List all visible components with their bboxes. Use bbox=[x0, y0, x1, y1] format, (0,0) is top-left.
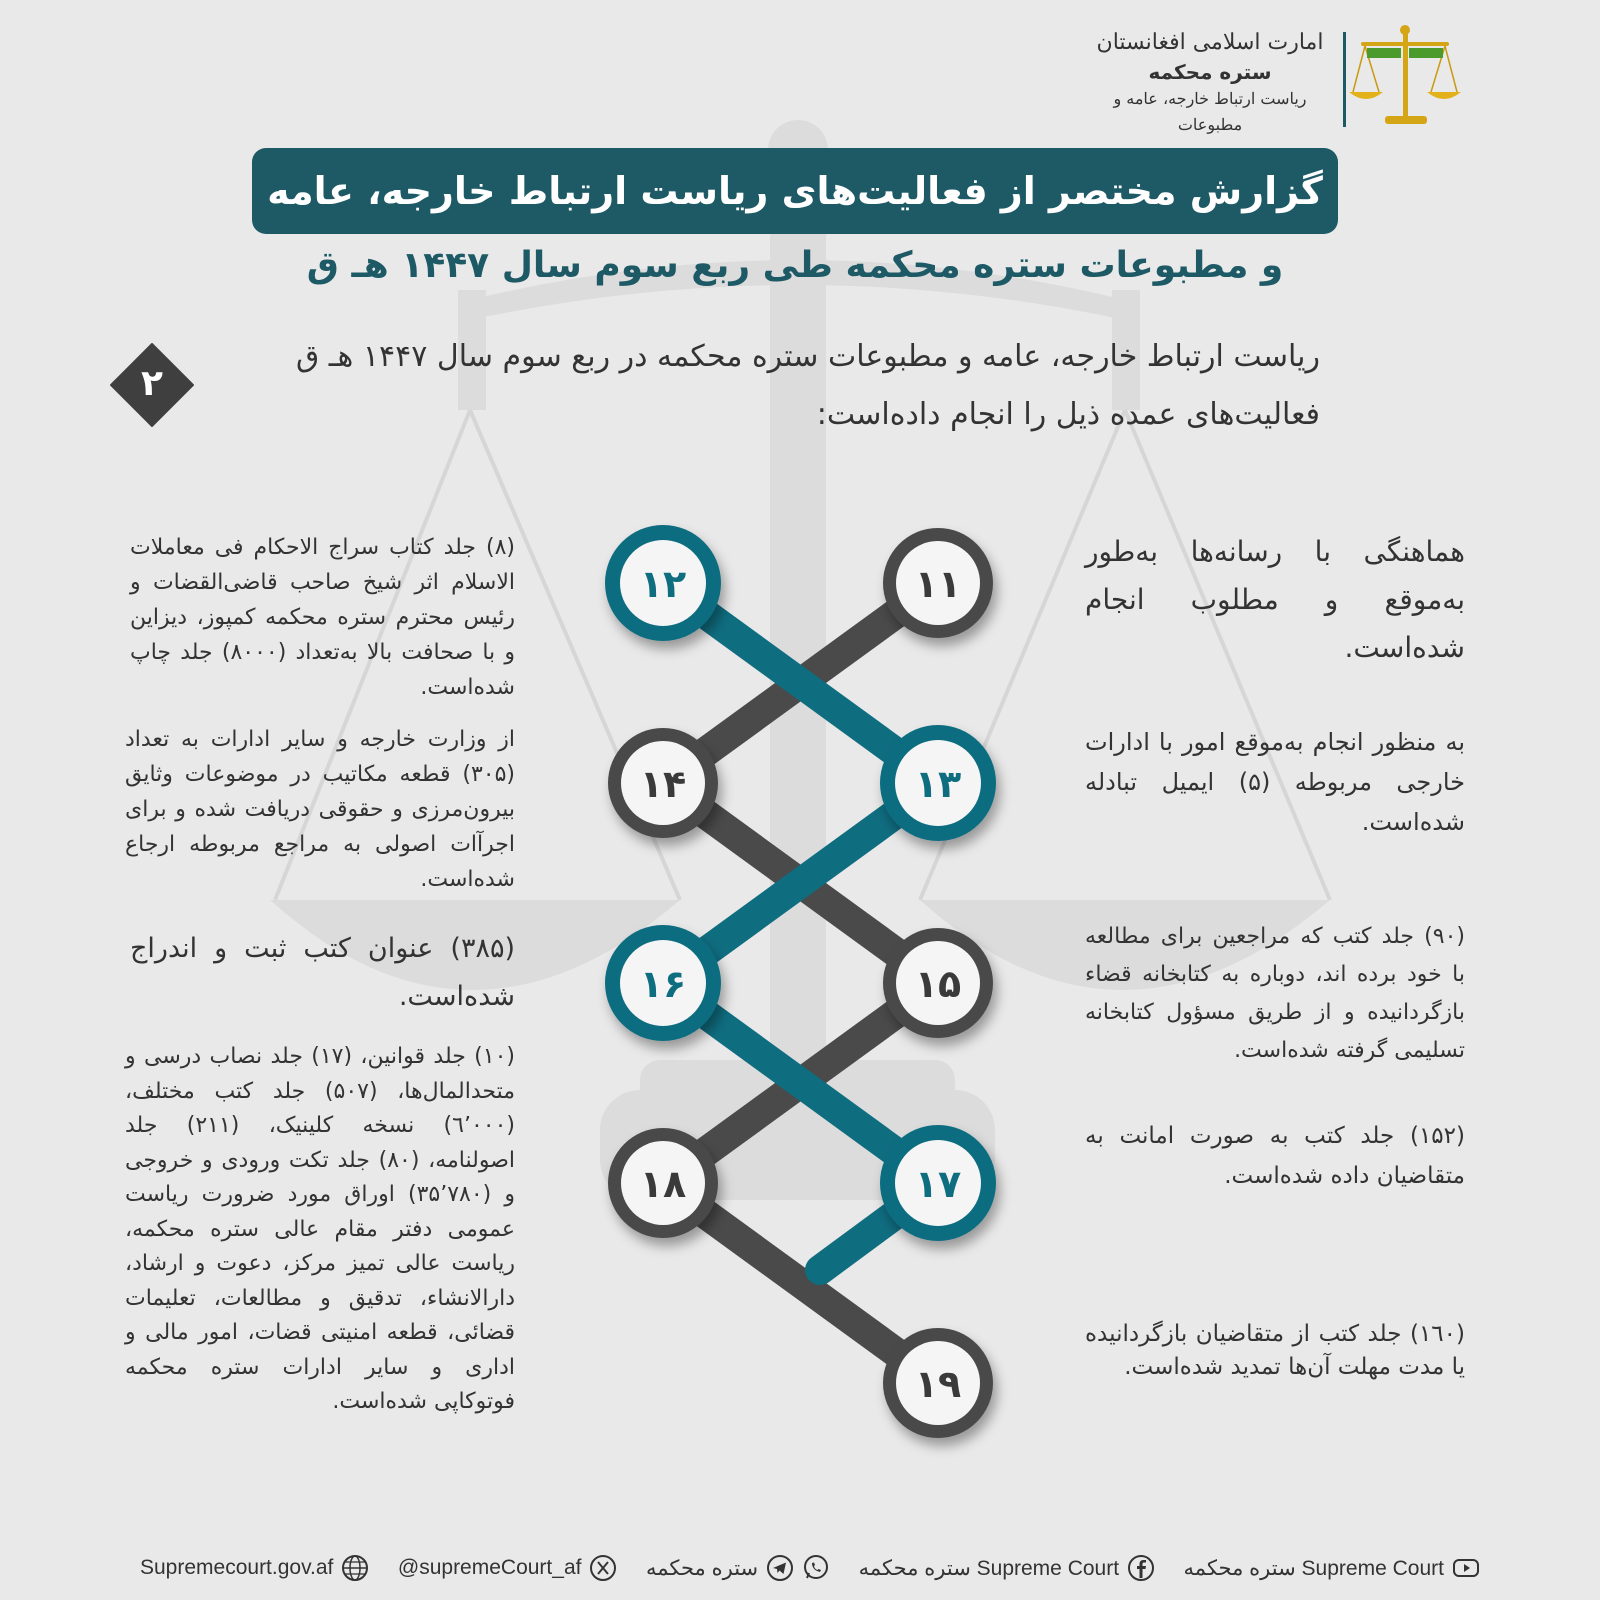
number-12: ۱۲ bbox=[639, 562, 687, 606]
footer-website[interactable] bbox=[140, 1554, 369, 1582]
court-name: ستره محکمه bbox=[1148, 60, 1272, 84]
number-16: ۱۶ bbox=[639, 962, 687, 1006]
footer-youtube[interactable] bbox=[1184, 1554, 1480, 1582]
number-13: ۱۳ bbox=[914, 762, 962, 806]
footer-messengers[interactable] bbox=[646, 1554, 830, 1582]
item-12-text: (۸) جلد کتاب سراج الاحکام فی معاملات الاسلام اثر شیخ صاحب قاضی‌القضات و رئیس محترم ستره محکمه کمپوز، دیزاین و با صحافت بالا به‌تعداد (۸۰۰۰) جلد چاپ شده‌است. bbox=[130, 535, 515, 700]
whatsapp-icon bbox=[802, 1554, 830, 1582]
page-number: ۲ bbox=[141, 363, 163, 404]
footer-facebook-label: ستره محکمه Supreme Court bbox=[858, 1556, 1120, 1580]
item-14-text: از وزارت خارجه و سایر ادارات به تعداد (۳۰۵) قطعه مکاتیب در موضوعات وثایق بیرون‌مرزی و حقوقی دریافت شده و برای اجرآات اصولی به مراجع مربوطه ارجاع شده‌است. bbox=[125, 727, 515, 892]
number-18: ۱۸ bbox=[639, 1162, 687, 1206]
number-14: ۱۴ bbox=[639, 762, 687, 806]
emirate-name: امارت اسلامی افغانستان bbox=[1096, 30, 1324, 55]
footer-website-label: Supremecourt.gov.af bbox=[140, 1556, 334, 1579]
footer-facebook[interactable] bbox=[859, 1554, 1155, 1582]
footer-messenger-label: ستره محکمه bbox=[645, 1556, 759, 1580]
item-16-text: (۳۸۵) عنوان کتب ثبت و اندراج شده‌است. bbox=[130, 933, 515, 1012]
item-11-text: هماهنگی با رسانه‌ها به‌طور به‌موقع و مطلوب انجام شده‌است. bbox=[1085, 535, 1465, 664]
department-name: ریاست ارتباط خارجه، عامه و مطبوعات bbox=[1113, 89, 1307, 134]
title-banner: گزارش مختصر از فعالیت‌های ریاست ارتباط خارجه، عامه bbox=[252, 148, 1338, 234]
number-15: ۱۵ bbox=[914, 962, 962, 1006]
footer-youtube-label: ستره محکمه Supreme Court bbox=[1183, 1556, 1444, 1580]
x-twitter-icon bbox=[589, 1554, 617, 1582]
item-15-text: (۹۰) جلد کتب که مراجعین برای مطالعه با خود برده اند، دوباره به کتابخانه قضاء بازگردانیده و از طریق مسؤول کتابخانه تسلیمی گرفته شده‌است. bbox=[1085, 924, 1465, 1063]
intro-text: ریاست ارتباط خارجه، عامه و مطبوعات ستره محکمه در ربع سوم سال ۱۴۴۷ هـ ق فعالیت‌های عمده ذیل را انجام داده‌است: bbox=[295, 339, 1320, 432]
number-19: ۱۹ bbox=[914, 1362, 962, 1406]
item-19-text: (۱٦۰) جلد کتب از متقاضیان بازگردانیده یا مدت مهلت آن‌ها تمدید شده‌است. bbox=[1085, 1321, 1465, 1380]
number-17: ۱۷ bbox=[914, 1162, 962, 1206]
title-line-2: و مطبوعات ستره محکمه طی ربع سوم سال ۱۴۴۷ هـ ق bbox=[306, 245, 1284, 286]
facebook-icon bbox=[1127, 1554, 1155, 1582]
footer-twitter[interactable] bbox=[398, 1554, 618, 1582]
item-13-text: به منظور انجام به‌موقع امور با ادارات خارجی مربوطه (۵) ایمیل تبادله شده‌است. bbox=[1085, 728, 1465, 836]
item-18-text: (۱۰) جلد قوانین، (۱۷) جلد نصاب درسی و متحدالمال‌ها، (۵۰۷) جلد کتب مختلف، (٦٬۰۰۰) نسخه کلینیک، (۲۱۱) جلد اصولنامه، (۸۰) جلد تکت ورودی و خروجی و (۳۵٬۷۸۰) اوراق مورد ضرورت ریاست عمومی دفتر مقام عالی ستره محکمه، ریاست عالی تمیز مرکز، دعوت و ارشاد، دارالانشاء، تدقیق و مطالعات، تعلیمات قضائی، قطعه امنیتی قضات، امور مالی و اداری و سایر ادارات ستره محکمه فوتوکاپی شده‌است. bbox=[125, 1044, 515, 1414]
item-17-text: (۱۵۲) جلد کتب به صورت امانت به متقاضیان داده شده‌است. bbox=[1085, 1123, 1465, 1189]
globe-icon bbox=[341, 1554, 369, 1582]
youtube-icon bbox=[1452, 1554, 1480, 1582]
footer-twitter-label: @supremeCourt_af bbox=[397, 1556, 582, 1579]
telegram-icon bbox=[766, 1554, 794, 1582]
footer bbox=[140, 1548, 1480, 1588]
number-11: ۱۱ bbox=[914, 562, 962, 606]
